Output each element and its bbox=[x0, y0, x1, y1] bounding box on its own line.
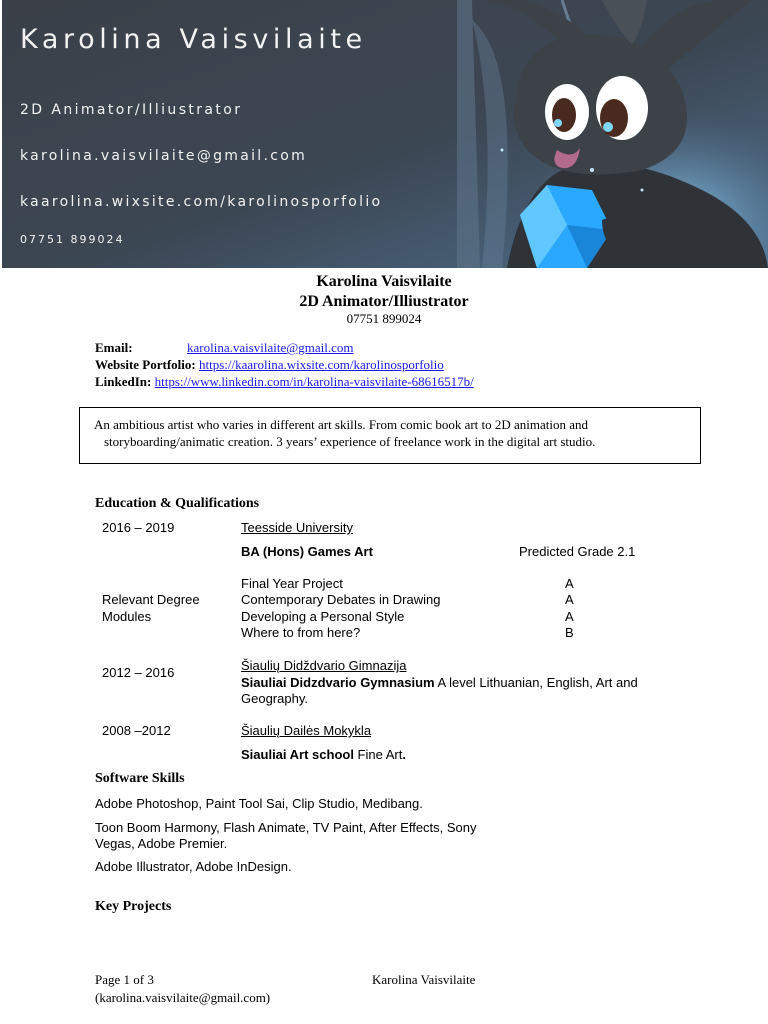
gym-name: Šiaulių Didždvario Gimnazija bbox=[241, 658, 407, 673]
banner-email: karolina.vaisvilaite@gmail.com bbox=[20, 148, 308, 164]
art-description bbox=[241, 747, 406, 762]
education-heading: Education & Qualifications bbox=[95, 496, 260, 511]
website-label: Website Portfolio: bbox=[95, 357, 196, 372]
uni-name: Teesside University bbox=[241, 520, 353, 535]
uni-grade: Predicted Grade 2.1 bbox=[519, 544, 636, 559]
banner-name: Karolina Vaisvilaite bbox=[20, 24, 367, 55]
software-line-3: Adobe Illustrator, Adobe InDesign. bbox=[95, 859, 292, 874]
module-grade: A bbox=[565, 609, 574, 624]
uni-years: 2016 – 2019 bbox=[102, 520, 175, 535]
linkedin-label: LinkedIn: bbox=[95, 374, 152, 389]
modules-label-1: Relevant Degree bbox=[102, 592, 200, 607]
software-line-1: Adobe Photoshop, Paint Tool Sai, Clip Studio, Medibang. bbox=[95, 796, 423, 811]
projects-heading: Key Projects bbox=[95, 899, 172, 914]
cv-role: 2D Animator/Illiustrator bbox=[299, 293, 469, 310]
software-line-2b: Vegas, Adobe Premier. bbox=[95, 836, 228, 851]
header-banner bbox=[2, 0, 768, 268]
contact-email-row bbox=[95, 340, 354, 356]
art-desc: Fine Art bbox=[353, 747, 403, 762]
art-bold: Siauliai Art school bbox=[241, 747, 354, 762]
gym-years: 2012 – 2016 bbox=[102, 665, 175, 680]
email-label: Email: bbox=[95, 340, 133, 355]
email-link[interactable]: karolina.vaisvilaite@gmail.com bbox=[187, 340, 354, 355]
gym-bold: Siauliai Didzdvario Gymnasium bbox=[241, 675, 435, 690]
module-grade: A bbox=[565, 592, 574, 607]
art-name: Šiaulių Dailės Mokykla bbox=[241, 723, 372, 738]
banner-phone: 07751 899024 bbox=[20, 233, 125, 246]
module-grade: B bbox=[565, 625, 574, 640]
linkedin-link[interactable]: https://www.linkedin.com/in/karolina-vaisvilaite-68616517b/ bbox=[154, 374, 474, 389]
art-period: . bbox=[402, 747, 406, 762]
module-grade: A bbox=[565, 576, 574, 591]
modules-label-2: Modules bbox=[102, 609, 152, 624]
banner-role: 2D Animator/Illiustrator bbox=[20, 102, 243, 118]
cv-phone: 07751 899024 bbox=[346, 311, 422, 326]
uni-degree-text: BA (Hons) Games Art bbox=[241, 544, 373, 559]
footer-email: (karolina.vaisvilaite@gmail.com) bbox=[95, 990, 271, 1005]
banner-website: kaarolina.wixsite.com/karolinosporfolio bbox=[20, 194, 383, 210]
software-line-2a: Toon Boom Harmony, Flash Animate, TV Paint, After Effects, Sony bbox=[95, 820, 477, 835]
summary-line-1: An ambitious artist who varies in different art skills. From comic book art to 2D animation and bbox=[94, 417, 589, 432]
profile-summary bbox=[79, 407, 701, 464]
module-name: Where to from here? bbox=[241, 625, 361, 640]
contact-website-row bbox=[95, 357, 444, 373]
footer-name: Karolina Vaisvilaite bbox=[372, 972, 476, 987]
cv-name: Karolina Vaisvilaite bbox=[316, 273, 452, 290]
software-heading: Software Skills bbox=[95, 771, 185, 786]
contact-linkedin-row bbox=[95, 374, 474, 390]
summary-line-2: storyboarding/animatic creation. 3 years’ experience of freelance work in the digital art studio. bbox=[104, 434, 596, 449]
module-name: Contemporary Debates in Drawing bbox=[241, 592, 441, 607]
module-name: Developing a Personal Style bbox=[241, 609, 405, 624]
footer-page-number: Page 1 of 3 bbox=[95, 972, 154, 987]
gym-desc-2: Geography. bbox=[241, 691, 308, 706]
uni-degree bbox=[241, 544, 373, 559]
website-link[interactable]: https://kaarolina.wixsite.com/karolinosporfolio bbox=[198, 357, 444, 372]
module-name: Final Year Project bbox=[241, 576, 343, 591]
art-years: 2008 –2012 bbox=[102, 723, 171, 738]
gym-desc-1: A level Lithuanian, English, Art and bbox=[434, 675, 638, 690]
gym-description bbox=[241, 675, 638, 690]
